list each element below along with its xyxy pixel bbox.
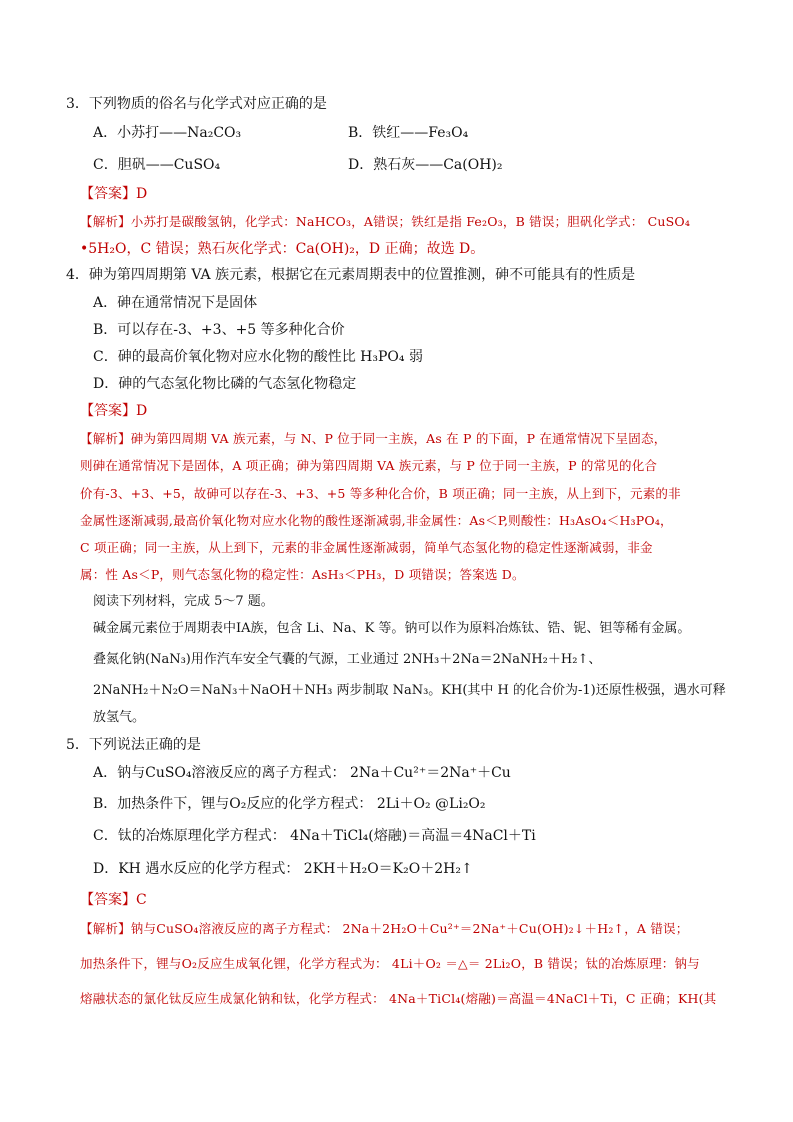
q4-option-c: C．砷的最高价氧化物对应水化物的酸性比 H₃PO₄ 弱 xyxy=(93,349,423,365)
q3-analysis-line-1: 【解析】小苏打是碳酸氢钠，化学式：NaHCO₃，A错误；铁红是指 Fe₂O₃，B 错误；胆矾化学式： CuSO₄ xyxy=(80,214,691,229)
q4-option-b: B．可以存在-3、+3、+5 等多种化合价 xyxy=(93,322,345,338)
q4-analysis-line-5: C 项正确；同一主族，从上到下，元素的非金属性逐渐减弱，简单气态氢化物的稳定性逐渐减弱，非金 xyxy=(80,540,653,555)
q3-answer: 【答案】D xyxy=(80,186,148,202)
q5-analysis-line-3: 熔融状态的氯化钛反应生成氯化钠和钛，化学方程式： 4Na＋TiCl₄(熔融)＝高温＝4NaCl＋Ti，C 正确；KH(其 xyxy=(80,991,717,1006)
reading-line-2: 叠氮化钠(NaN₃)用作汽车安全气囊的气源，工业通过 2NH₃＋2Na＝2NaNH₂＋H₂↑、 xyxy=(93,652,602,667)
q3-option-d: D．熟石灰——Ca(OH)₂ xyxy=(348,157,503,173)
q5-option-b: B．加热条件下，锂与O₂反应的化学方程式： 2Li＋O₂ @Li₂O₂ xyxy=(93,796,486,812)
reading-line-4: 放氢气。 xyxy=(93,710,146,725)
q4-answer: 【答案】D xyxy=(80,403,148,419)
reading-line-3: 2NaNH₂＋N₂O＝NaN₃＋NaOH＋NH₃ 两步制取 NaN₃。KH(其中 H 的化合价为-1)还原性极强，遇水可释 xyxy=(93,683,726,698)
q5-option-d: D．KH 遇水反应的化学方程式： 2KH＋H₂O＝K₂O＋2H₂↑ xyxy=(93,861,473,877)
q5-option-a: A．钠与CuSO₄溶液反应的离子方程式： 2Na＋Cu²⁺＝2Na⁺＋Cu xyxy=(93,765,511,781)
q4-stem: 4．砷为第四周期第 VA 族元素，根据它在元素周期表中的位置推测，砷不可能具有的性质是 xyxy=(66,267,636,283)
q3-stem: 3．下列物质的俗名与化学式对应正确的是 xyxy=(66,96,327,112)
q3-option-c: C．胆矾——CuSO₄ xyxy=(93,157,221,173)
q5-option-c: C．钛的冶炼原理化学方程式： 4Na＋TiCl₄(熔融)＝高温＝4NaCl＋Ti xyxy=(93,828,536,844)
reading-intro: 阅读下列材料，完成 5～7 题。 xyxy=(93,594,274,609)
q4-analysis-line-6: 属：性 As＜P，则气态氢化物的稳定性：AsH₃＜PH₃，D 项错误；答案选 D。 xyxy=(80,567,525,582)
reading-line-1: 碱金属元素位于周期表中ⅠA族，包含 Li、Na、K 等。钠可以作为原料冶炼钛、锆、铌、钽等稀有金属。 xyxy=(93,621,691,636)
q4-analysis-line-1: 【解析】砷为第四周期 VA 族元素，与 N、P 位于同一主族，As 在 P 的下面，P 在通常情况下呈固态， xyxy=(80,431,667,446)
q4-option-d: D．砷的气态氢化物比磷的气态氢化物稳定 xyxy=(93,376,357,392)
q5-answer: 【答案】C xyxy=(80,892,147,908)
q3-option-b: B．铁红——Fe₃O₄ xyxy=(348,125,469,141)
q5-analysis-line-1: 【解析】钠与CuSO₄溶液反应的离子方程式： 2Na＋2H₂O＋Cu²⁺＝2Na⁺＋Cu(OH)₂↓＋H₂↑，A 错误； xyxy=(80,921,689,936)
q5-analysis-line-2: 加热条件下，锂与O₂反应生成氧化锂，化学方程式为： 4Li＋O₂ ＝△＝ 2Li₂O，B 错误；钛的冶炼原理：钠与 xyxy=(80,956,700,971)
q4-analysis-line-4: 金属性逐渐减弱,最高价氧化物对应水化物的酸性逐渐减弱,非金属性：As＜P,则酸性：H₃AsO₄＜H₃PO₄， xyxy=(80,513,673,528)
q4-analysis-line-3: 价有-3、+3、+5，故砷可以存在-3、+3、+5 等多种化合价，B 项正确；同一主族，从上到下，元素的非 xyxy=(80,486,681,501)
q4-analysis-line-2: 则砷在通常情况下是固体，A 项正确；砷为第四周期 VA 族元素，与 P 位于同一主族，P 的常见的化合 xyxy=(80,458,658,473)
q3-option-a: A．小苏打——Na₂CO₃ xyxy=(93,125,242,141)
q4-option-a: A．砷在通常情况下是固体 xyxy=(93,295,258,311)
q3-analysis-line-2: •5H₂O，C 错误；熟石灰化学式：Ca(OH)₂，D 正确；故选 D。 xyxy=(80,241,485,257)
q5-stem: 5．下列说法正确的是 xyxy=(66,737,201,753)
